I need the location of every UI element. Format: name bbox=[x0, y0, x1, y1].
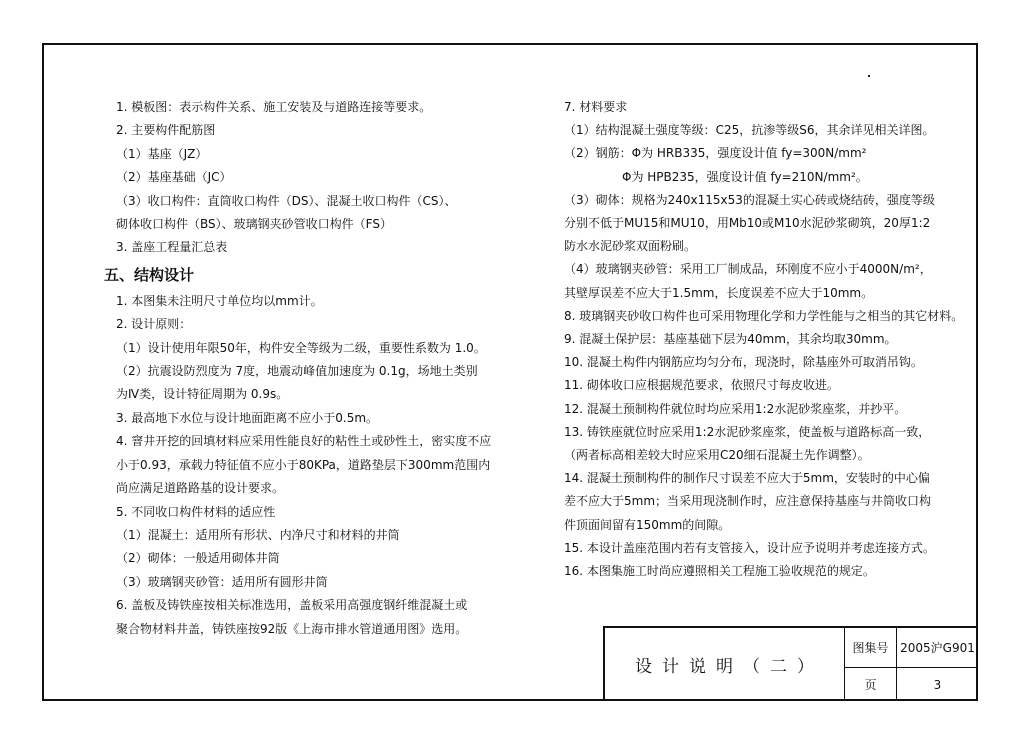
text-line: 1. 模板图：表示构件关系、施工安装及与道路连接等要求。 bbox=[116, 100, 432, 114]
text-line: 1. 本图集未注明尺寸单位均以mm计。 bbox=[116, 293, 323, 308]
sheet-title: 设计说明（二） bbox=[605, 628, 845, 701]
text-line: 2. 设计原则： bbox=[116, 317, 192, 332]
text-line: 4. 窨井开挖的回填材料应采用性能良好的粘性土或砂性土，密实度不应 bbox=[116, 434, 492, 449]
text-line: 10. 混凝土构件内钢筋应均匀分布，现浇时，除基座外可取消吊钩。 bbox=[564, 355, 923, 370]
text-line: 防水水泥砂浆双面粉刷。 bbox=[564, 239, 697, 254]
text-line: 3. 盖座工程量汇总表 bbox=[116, 240, 228, 255]
text-line: 12. 混凝土预制构件就位时均应采用1:2水泥砂浆座浆，并抄平。 bbox=[564, 401, 907, 416]
text-line: 7. 材料要求 bbox=[564, 100, 628, 114]
page-label: 页 bbox=[845, 668, 897, 701]
text-line: 砌体收口构件（BS）、玻璃钢夹砂管收口构件（FS） bbox=[116, 217, 392, 232]
speck-mark bbox=[868, 75, 870, 77]
text-line: 11. 砌体收口应根据规范要求，依照尺寸每皮收进。 bbox=[564, 378, 839, 393]
right-text-column bbox=[564, 96, 963, 583]
text-line: 聚合物材料井盖，铸铁座按92版《上海市排水管道通用图》选用。 bbox=[116, 621, 468, 636]
text-line: 件顶面间留有150mm的间隙。 bbox=[564, 517, 731, 532]
text-line: 尚应满足道路路基的设计要求。 bbox=[116, 481, 285, 496]
text-line: （3）收口构件：直筒收口构件（DS）、混凝土收口构件（CS）、 bbox=[116, 193, 457, 208]
text-line: 小于0.93，承载力特征值不应小于80KPa，道路垫层下300mm范围内 bbox=[116, 457, 491, 472]
text-line: 13. 铸铁座就位时应采用1:2水泥砂浆座浆，使盖板与道路标高一致， bbox=[564, 424, 931, 439]
text-line: （1）设计使用年限50年，构件安全等级为二级，重要性系数为 1.0。 bbox=[116, 340, 486, 355]
text-line: （2）砌体：一般适用砌体井筒 bbox=[116, 551, 280, 566]
text-line: 差不应大于5mm；当采用现浇制作时，应注意保持基座与井筒收口构 bbox=[564, 494, 932, 509]
text-line: （1）基座（JZ） bbox=[116, 146, 208, 161]
text-line: 8. 玻璃钢夹砂收口构件也可采用物理化学和力学性能与之相当的其它材料。 bbox=[564, 308, 964, 323]
text-line: （两者标高相差较大时应采用C20细石混凝土先作调整）。 bbox=[564, 448, 870, 463]
text-line: 5. 不同收口构件材料的适应性 bbox=[116, 504, 276, 519]
text-line: 其壁厚误差不应大于1.5mm，长度误差不应大于10mm。 bbox=[564, 285, 874, 300]
text-line: （2）抗震设防烈度为 7度，地震动峰值加速度为 0.1g，场地土类别 bbox=[116, 364, 478, 379]
section-heading: 五、结构设计 bbox=[104, 265, 195, 284]
text-line: 为Ⅳ类，设计特征周期为 0.9s。 bbox=[116, 387, 289, 402]
text-line: 16. 本图集施工时尚应遵照相关工程施工验收规范的规定。 bbox=[564, 564, 875, 579]
text-line: （3）砌体：规格为240x115x53的混凝土实心砖或烧结砖，强度等级 bbox=[564, 192, 935, 207]
text-line: （1）混凝土：适用所有形状、内净尺寸和材料的井筒 bbox=[116, 527, 400, 542]
text-line: （4）玻璃钢夹砂管：采用工厂制成品，环刚度不应小于4000N/m²， bbox=[564, 262, 932, 277]
atlas-number-label: 图集号 bbox=[845, 628, 897, 668]
text-line: 分别不低于MU15和MU10，用Mb10或M10水泥砂浆砌筑，20厚1:2 bbox=[564, 216, 931, 231]
text-line: 2. 主要构件配筋图 bbox=[116, 123, 216, 138]
text-line: 6. 盖板及铸铁座按相关标准选用，盖板采用高强度钢纤维混凝土或 bbox=[116, 598, 468, 613]
title-block bbox=[603, 626, 978, 701]
text-line: （3）玻璃钢夹砂管：适用所有圆形井筒 bbox=[116, 574, 328, 589]
atlas-number-value: 2005沪G901 bbox=[897, 628, 978, 668]
text-line: 15. 本设计盖座范围内若有支管接入，设计应予说明并考虑连接方式。 bbox=[564, 540, 935, 555]
text-line: （2）钢筋：Φ为 HRB335，强度设计值 fy=300N/mm² bbox=[564, 146, 867, 161]
text-line: 3. 最高地下水位与设计地面距离不应小于0.5m。 bbox=[116, 410, 379, 425]
text-line: Φ为 HPB235，强度设计值 fy=210N/mm²。 bbox=[622, 169, 868, 184]
page-number: 3 bbox=[933, 677, 942, 692]
text-line: （2）基座基础（JC） bbox=[116, 170, 232, 185]
text-line: （1）结构混凝土强度等级：C25，抗渗等级S6，其余详见相关详图。 bbox=[564, 123, 935, 138]
text-line: 14. 混凝土预制构件的制作尺寸误差不应大于5mm，安装时的中心偏 bbox=[564, 471, 930, 486]
text-line: 9. 混凝土保护层：基座基础下层为40mm，其余均取30mm。 bbox=[564, 332, 897, 347]
left-text-column bbox=[104, 96, 491, 641]
